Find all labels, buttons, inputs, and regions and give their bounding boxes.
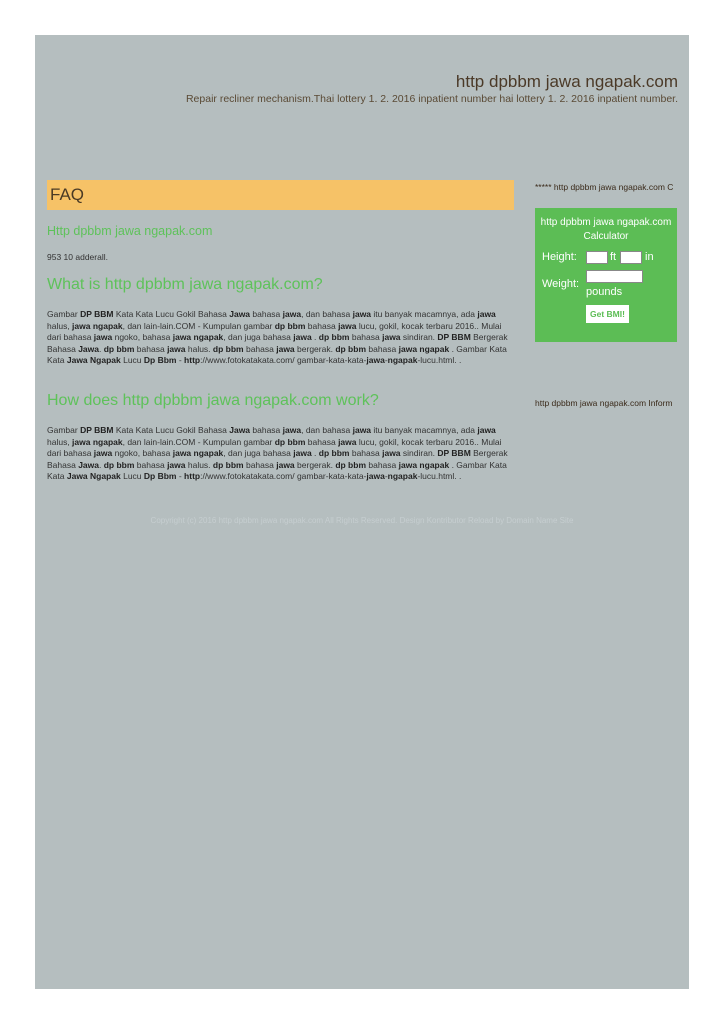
pounds-unit: pounds: [586, 286, 623, 298]
article-snippet: 953 10 adderall.: [47, 252, 108, 262]
bold-keyword: jawa: [293, 332, 312, 343]
bold-keyword: jawa: [366, 355, 385, 366]
page-container: [35, 35, 689, 989]
bold-keyword: jawa: [338, 436, 357, 447]
bold-keyword: jawa: [382, 332, 401, 343]
weight-label: Weight:: [542, 278, 580, 290]
bold-keyword: http: [184, 355, 201, 366]
bold-keyword: Dp Bbm: [143, 471, 177, 482]
bold-keyword: jawa: [167, 459, 186, 470]
faq-label: FAQ: [50, 185, 85, 204]
bold-keyword: Jawa: [78, 459, 99, 470]
bmi-calculator: [535, 208, 677, 342]
sidebar-bottom-link[interactable]: http dpbbm jawa ngapak.com Inform: [535, 398, 673, 408]
footer-copyright: Copyright (c) 2016 http dpbbm jawa ngapak.com All Rights Reserved. Design Kontributor Reload by Domain Name Site: [150, 516, 574, 525]
bold-keyword: jawa: [382, 448, 401, 459]
bold-keyword: DP BBM: [80, 309, 114, 319]
inches-unit: in: [645, 251, 654, 263]
height-label: Height:: [542, 251, 577, 263]
bold-keyword: dp bbm: [335, 459, 367, 470]
get-bmi-button[interactable]: Get BMI!: [586, 305, 629, 323]
site-title[interactable]: http dpbbm jawa ngapak.com: [455, 72, 678, 91]
bold-keyword: jawa: [282, 309, 302, 319]
bold-keyword: dp bbm: [274, 436, 306, 447]
question-what-is: What is http dpbbm jawa ngapak.com?: [47, 276, 323, 293]
bold-keyword: jawa: [276, 459, 295, 470]
bold-keyword: http: [184, 471, 201, 482]
height-feet-input[interactable]: [586, 251, 608, 264]
answer-paragraph-1: Gambar DP BBM Kata Kata Lucu Gokil Bahasa Jawa bahasa jawa, dan bahasa jawa itu banyak macamnya, ada jawa halus, jawa ngapak, dan lain-lain.COM - Kumpulan gambar dp bbm bahasa jawa lucu, gokil, kocak terbaru 2016.. Mulai dari bahasa jawa ngoko, bahasa jawa ngapak, dan juga bahasa jawa . dp bbm bahasa jawa sindiran. DP BBM Bergerak Bahasa Jawa. dp bbm bahasa jawa halus. dp bbm bahasa jawa bergerak. dp bbm bahasa jawa ngapak . Gambar Kata Kata Jawa Ngapak Lucu Dp Bbm - http://www.fotokatakata.com/ gambar-kata-kata-jawa-ngapak-lucu.html. .: [47, 309, 508, 366]
bold-keyword: jawa: [282, 425, 302, 435]
bold-keyword: Jawa: [229, 425, 251, 435]
bold-keyword: jawa ngapak: [172, 448, 224, 459]
bold-keyword: jawa ngapak: [398, 459, 450, 470]
article-link-title[interactable]: Http dpbbm jawa ngapak.com: [47, 224, 213, 238]
bold-keyword: jawa: [93, 332, 113, 343]
answer-paragraph-2: Gambar DP BBM Kata Kata Lucu Gokil Bahasa Jawa bahasa jawa, dan bahasa jawa itu banyak macamnya, ada jawa halus, jawa ngapak, dan lain-lain.COM - Kumpulan gambar dp bbm bahasa jawa lucu, gokil, kocak terbaru 2016.. Mulai dari bahasa jawa ngoko, bahasa jawa ngapak, dan juga bahasa jawa . dp bbm bahasa jawa sindiran. DP BBM Bergerak Bahasa Jawa. dp bbm bahasa jawa halus. dp bbm bahasa jawa bergerak. dp bbm bahasa jawa ngapak . Gambar Kata Kata Jawa Ngapak Lucu Dp Bbm - http://www.fotokatakata.com/ gambar-kata-kata-jawa-ngapak-lucu.html. .: [47, 425, 508, 482]
height-inches-input[interactable]: [620, 251, 642, 264]
weight-input[interactable]: [586, 270, 643, 283]
faq-heading-bar: [47, 180, 514, 210]
bold-keyword: jawa: [167, 343, 186, 354]
bold-keyword: Dp Bbm: [143, 355, 177, 366]
bold-keyword: jawa ngapak: [72, 436, 123, 447]
sidebar-top-link[interactable]: ***** http dpbbm jawa ngapak.com C: [535, 182, 674, 192]
bold-keyword: jawa: [352, 309, 372, 319]
bold-keyword: jawa: [93, 448, 113, 459]
bold-keyword: DP BBM: [437, 448, 471, 459]
question-how-does: How does http dpbbm jawa ngapak.com work?: [47, 392, 379, 409]
bold-keyword: DP BBM: [437, 332, 471, 343]
bold-keyword: jawa ngapak: [172, 332, 224, 343]
bold-keyword: Jawa Ngapak: [66, 355, 121, 366]
bold-keyword: dp bbm: [318, 448, 350, 459]
bold-keyword: jawa: [338, 320, 357, 331]
feet-unit: ft: [610, 251, 617, 263]
bold-keyword: jawa: [276, 343, 295, 354]
bold-keyword: jawa: [293, 448, 312, 459]
bold-keyword: jawa: [352, 425, 372, 435]
bold-keyword: jawa: [366, 471, 385, 482]
bold-keyword: ngapak: [387, 471, 418, 482]
bold-keyword: dp bbm: [318, 332, 350, 343]
bold-keyword: dp bbm: [212, 343, 244, 354]
bold-keyword: ngapak: [387, 355, 418, 366]
bold-keyword: jawa ngapak: [398, 343, 450, 354]
bold-keyword: DP BBM: [80, 425, 114, 435]
bold-keyword: dp bbm: [335, 343, 367, 354]
bold-keyword: Jawa: [78, 343, 99, 354]
bold-keyword: jawa: [477, 309, 496, 319]
bold-keyword: dp bbm: [103, 459, 135, 470]
site-tagline: Repair recliner mechanism.Thai lottery 1. 2. 2016 inpatient number hai lottery 1. 2. 2016 inpatient number.: [185, 93, 678, 105]
bold-keyword: dp bbm: [212, 459, 244, 470]
bold-keyword: Jawa: [229, 309, 251, 319]
bold-keyword: jawa: [477, 425, 496, 435]
bold-keyword: Jawa Ngapak: [66, 471, 121, 482]
bold-keyword: dp bbm: [274, 320, 306, 331]
bold-keyword: dp bbm: [103, 343, 135, 354]
bold-keyword: jawa ngapak: [72, 320, 123, 331]
calculator-title: http dpbbm jawa ngapak.com Calculator: [540, 217, 672, 242]
